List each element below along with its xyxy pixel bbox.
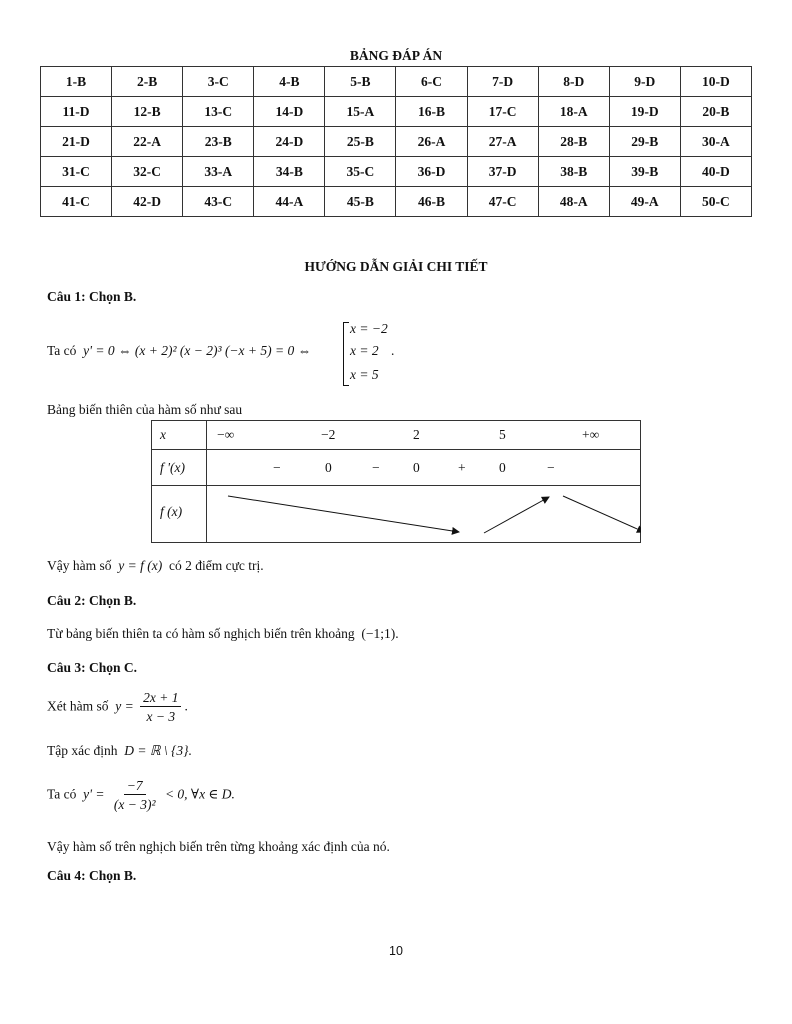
answer-cell: 28-B: [538, 127, 609, 157]
variation-arrows: [207, 486, 641, 543]
root-3: x = 5: [350, 367, 379, 382]
answer-cell: 14-D: [254, 97, 325, 127]
answer-cell: 26-A: [396, 127, 467, 157]
answer-cell: 48-A: [538, 187, 609, 217]
q3-heading: Câu 3: Chọn C.: [47, 660, 138, 675]
root-2: x = 2: [350, 343, 379, 358]
detailed-solution-title: HƯỚNG DẪN GIẢI CHI TIẾT: [304, 259, 488, 274]
answer-cell: 7-D: [467, 67, 538, 97]
variation-table: [151, 420, 641, 543]
vt-x-header: x: [152, 421, 207, 450]
answer-cell: 36-D: [396, 157, 467, 187]
q3-domain-line: Tập xác định D = ℝ \ {3}.: [47, 743, 192, 758]
vt-sign-5: +: [458, 460, 466, 475]
q1-equation: y' = 0 ⇔ (x + 2)² (x − 2)³ (−x + 5) = 0 ⇔: [83, 343, 312, 358]
answer-cell: 37-D: [467, 157, 538, 187]
vt-fprime-header: f '(x): [152, 450, 207, 486]
answer-cell: 34-B: [254, 157, 325, 187]
system-bracket: [343, 322, 349, 386]
decreasing-arrow-2: [563, 496, 641, 532]
answer-cell: 19-D: [609, 97, 680, 127]
answer-key-table: [40, 66, 752, 217]
answer-cell: 21-D: [41, 127, 112, 157]
answer-cell: 22-A: [112, 127, 183, 157]
root-1: x = −2: [350, 321, 388, 336]
answer-cell: 42-D: [112, 187, 183, 217]
answer-cell: 35-C: [325, 157, 396, 187]
answer-row: [41, 97, 752, 127]
answer-row: [41, 157, 752, 187]
q3-derivative-line: Ta có y' = $\frac{-7}{\text{(x − 3)²}}$ < 0, ∀x ∈ D.: [47, 778, 235, 812]
answer-cell: 45-B: [325, 187, 396, 217]
vt-x-3: 5: [499, 427, 506, 442]
increasing-arrow: [484, 497, 549, 533]
page-number: 10: [389, 944, 403, 958]
answer-cell: 41-C: [41, 187, 112, 217]
vt-x-pos-inf: +∞: [582, 427, 600, 442]
q3-derivative-fraction: $\frac{-7}{\text{(x − 3)²}}$: [113, 778, 156, 812]
answer-cell: 11-D: [41, 97, 112, 127]
root-end: .: [391, 343, 395, 358]
vt-sign-6: 0: [499, 460, 506, 475]
answer-cell: 43-C: [183, 187, 254, 217]
answer-cell: 20-B: [680, 97, 751, 127]
answer-cell: 25-B: [325, 127, 396, 157]
answer-row: [41, 127, 752, 157]
q1-table-intro: Bảng biến thiên của hàm số như sau: [47, 402, 243, 417]
q3-conclusion: Vậy hàm số trên nghịch biến trên từng khoảng xác định của nó.: [47, 839, 390, 854]
answer-cell: 32-C: [112, 157, 183, 187]
answer-row: [41, 67, 752, 97]
q1-prefix: Ta có: [47, 343, 77, 358]
answer-cell: 40-D: [680, 157, 751, 187]
vt-sign-3: −: [372, 460, 380, 475]
answer-cell: 38-B: [538, 157, 609, 187]
vt-x-neg-inf: −∞: [217, 427, 235, 442]
answer-cell: 1-B: [41, 67, 112, 97]
answer-cell: 12-B: [112, 97, 183, 127]
q2-heading: Câu 2: Chọn B.: [47, 593, 137, 608]
answer-cell: 31-C: [41, 157, 112, 187]
answer-cell: 9-D: [609, 67, 680, 97]
answer-cell: 18-A: [538, 97, 609, 127]
answer-cell: 16-B: [396, 97, 467, 127]
answer-row: [41, 187, 752, 217]
answer-cell: 17-C: [467, 97, 538, 127]
vt-x-1: −2: [321, 427, 336, 442]
q1-conclusion: Vậy hàm số y = f (x) có 2 điểm cực trị.: [47, 558, 264, 573]
answer-cell: 5-B: [325, 67, 396, 97]
decreasing-arrow-1: [228, 496, 459, 532]
q3-function-fraction: $\frac{2x + 1}{x - 3}$: [140, 690, 181, 725]
vt-sign-4: 0: [413, 460, 420, 475]
q3-domain: D = ℝ \ {3}.: [124, 743, 192, 758]
vt-fprime-row: [207, 450, 641, 486]
vt-f-row: [207, 486, 641, 543]
vt-f-header: f (x): [152, 486, 207, 543]
q1-equation-line: [47, 343, 311, 359]
answer-cell: 2-B: [112, 67, 183, 97]
answer-cell: 3-C: [183, 67, 254, 97]
answer-cell: 10-D: [680, 67, 751, 97]
q1-function: y = f (x): [118, 558, 163, 573]
answer-cell: 49-A: [609, 187, 680, 217]
q4-heading: Câu 4: Chọn B.: [47, 868, 137, 883]
q2-text: Từ bảng biến thiên ta có hàm số nghịch biến trên khoảng (−1;1).: [47, 626, 399, 641]
vt-x-2: 2: [413, 427, 420, 442]
answer-cell: 47-C: [467, 187, 538, 217]
answer-cell: 6-C: [396, 67, 467, 97]
answer-cell: 4-B: [254, 67, 325, 97]
answer-cell: 13-C: [183, 97, 254, 127]
answer-cell: 15-A: [325, 97, 396, 127]
q3-function-line: Xét hàm số y = $\frac{2x + 1}{x - 3}$ .: [47, 690, 188, 724]
answer-cell: 39-B: [609, 157, 680, 187]
answer-cell: 23-B: [183, 127, 254, 157]
answer-cell: 44-A: [254, 187, 325, 217]
answer-cell: 50-C: [680, 187, 751, 217]
vt-sign-1: −: [273, 460, 281, 475]
q2-interval: (−1;1).: [361, 626, 399, 641]
vt-sign-2: 0: [325, 460, 332, 475]
answer-cell: 46-B: [396, 187, 467, 217]
answer-key-title: BẢNG ĐÁP ÁN: [349, 48, 443, 63]
answer-cell: 30-A: [680, 127, 751, 157]
vt-x-row: [207, 421, 641, 450]
answer-cell: 8-D: [538, 67, 609, 97]
answer-cell: 27-A: [467, 127, 538, 157]
answer-cell: 33-A: [183, 157, 254, 187]
answer-cell: 24-D: [254, 127, 325, 157]
vt-sign-7: −: [547, 460, 555, 475]
q1-heading: Câu 1: Chọn B.: [47, 289, 137, 304]
answer-cell: 29-B: [609, 127, 680, 157]
